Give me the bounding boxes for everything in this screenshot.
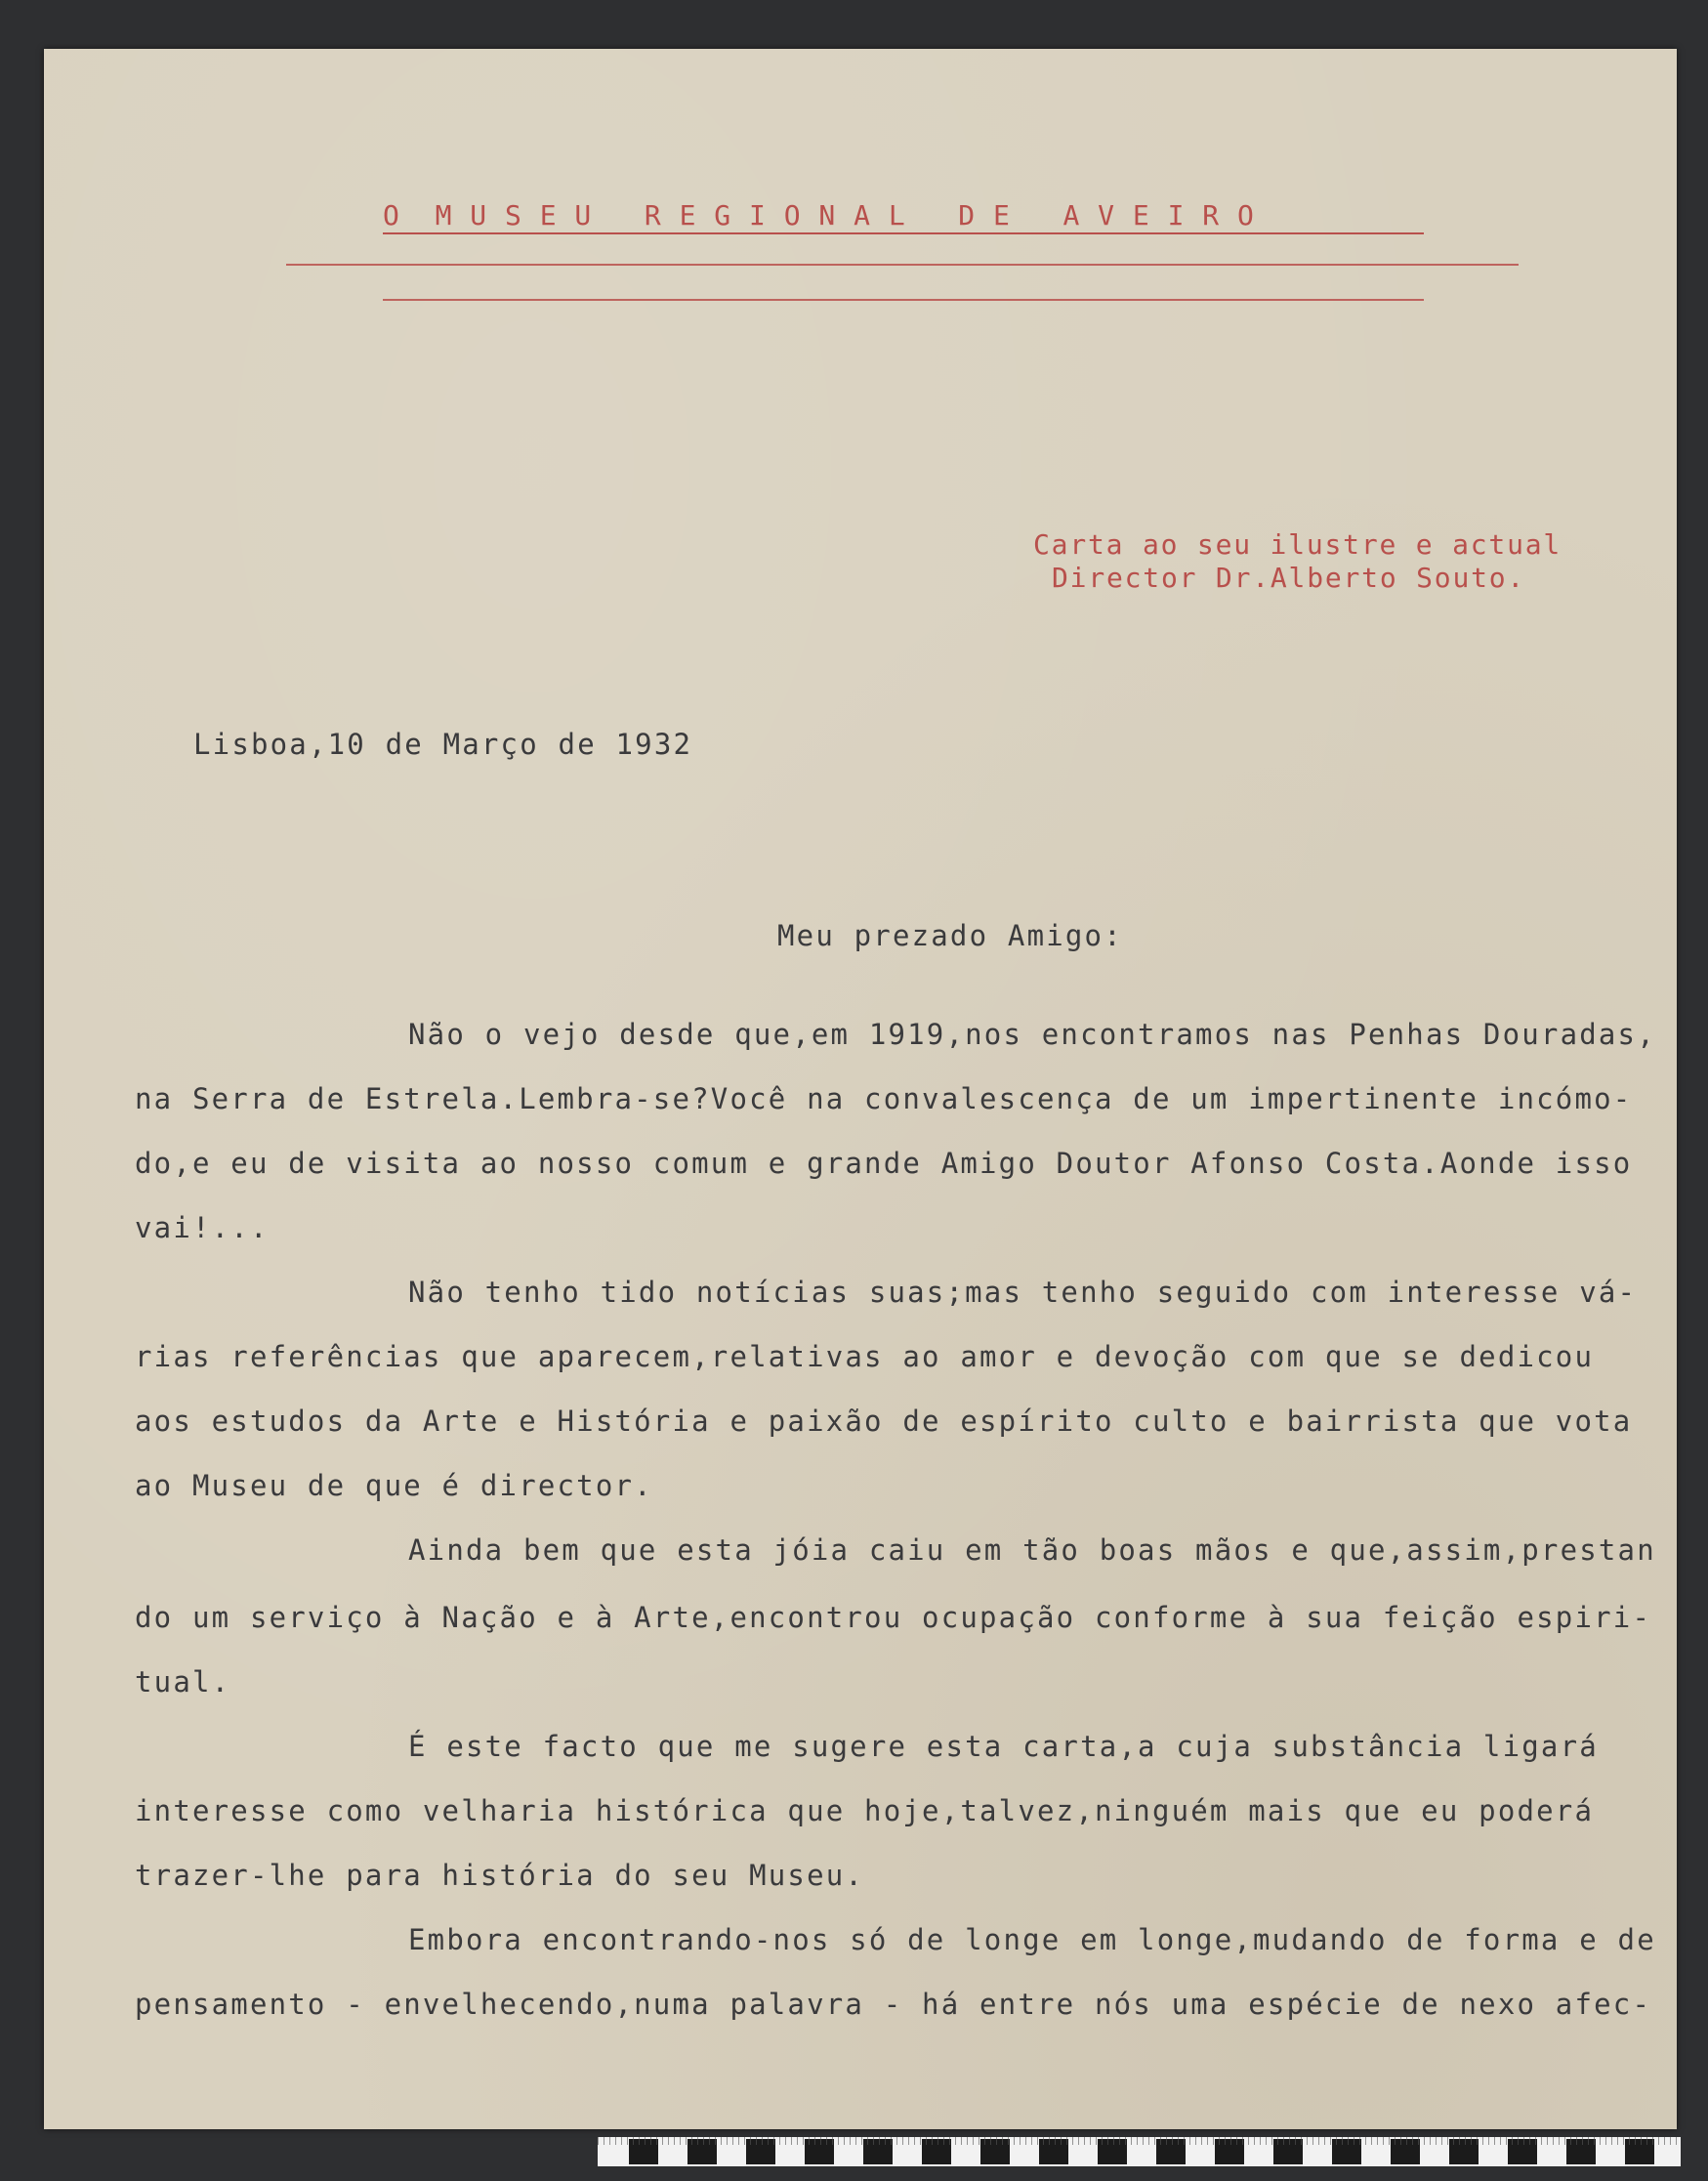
salutation: Meu prezado Amigo: (777, 919, 1123, 952)
body-line: do um serviço à Nação e à Arte,encontrou ocupação conforme à sua feição espiri- (135, 1601, 1652, 1634)
body-line: pensamento - envelhecendo,numa palavra - há entre nós uma espécie de nexo afec- (135, 1988, 1652, 2021)
addressee-line-1: Carta ao seu ilustre e actual (1033, 528, 1562, 561)
body-line: ao Museu de que é director. (135, 1469, 653, 1502)
body-line: Embora encontrando-nos só de longe em longe,mudando de forma e de (408, 1923, 1656, 1956)
page-title: O M U S E U R E G I O N A L D E A V E I R O (383, 199, 1255, 231)
body-line: Ainda bem que esta jóia caiu em tão boas mãos e que,assim,prestan (408, 1533, 1656, 1567)
body-line: do,e eu de visita ao nosso comum e grande Amigo Doutor Afonso Costa.Aonde isso (135, 1147, 1633, 1180)
body-line: na Serra de Estrela.Lembra-se?Você na convalescença de um impertinente incómo- (135, 1082, 1633, 1115)
body-line: interesse como velharia histórica que hoje,talvez,ninguém mais que eu poderá (135, 1794, 1595, 1827)
letter-page (44, 49, 1677, 2129)
double-rule-top (286, 264, 1519, 266)
body-line: tual. (135, 1665, 231, 1699)
body-line: É este facto que me sugere esta carta,a cuja substância ligará (408, 1730, 1599, 1763)
scale-ruler-ticks (598, 2137, 1681, 2145)
body-line: trazer-lhe para história do seu Museu. (135, 1859, 865, 1892)
body-line: rias referências que aparecem,relativas ao amor e devoção com que se dedicou (135, 1340, 1595, 1373)
body-line: Não o vejo desde que,em 1919,nos encontramos nas Penhas Douradas, (408, 1018, 1656, 1051)
body-line: aos estudos da Arte e História e paixão de espírito culto e bairrista que vota (135, 1405, 1633, 1438)
double-rule-bottom (383, 299, 1424, 301)
addressee-line-2: Director Dr.Alberto Souto. (1052, 562, 1526, 594)
date-line: Lisboa,10 de Março de 1932 (193, 728, 693, 761)
body-line: Não tenho tido notícias suas;mas tenho seguido com interesse vá- (408, 1276, 1638, 1309)
title-underline (383, 232, 1424, 234)
body-line: vai!... (135, 1211, 270, 1244)
